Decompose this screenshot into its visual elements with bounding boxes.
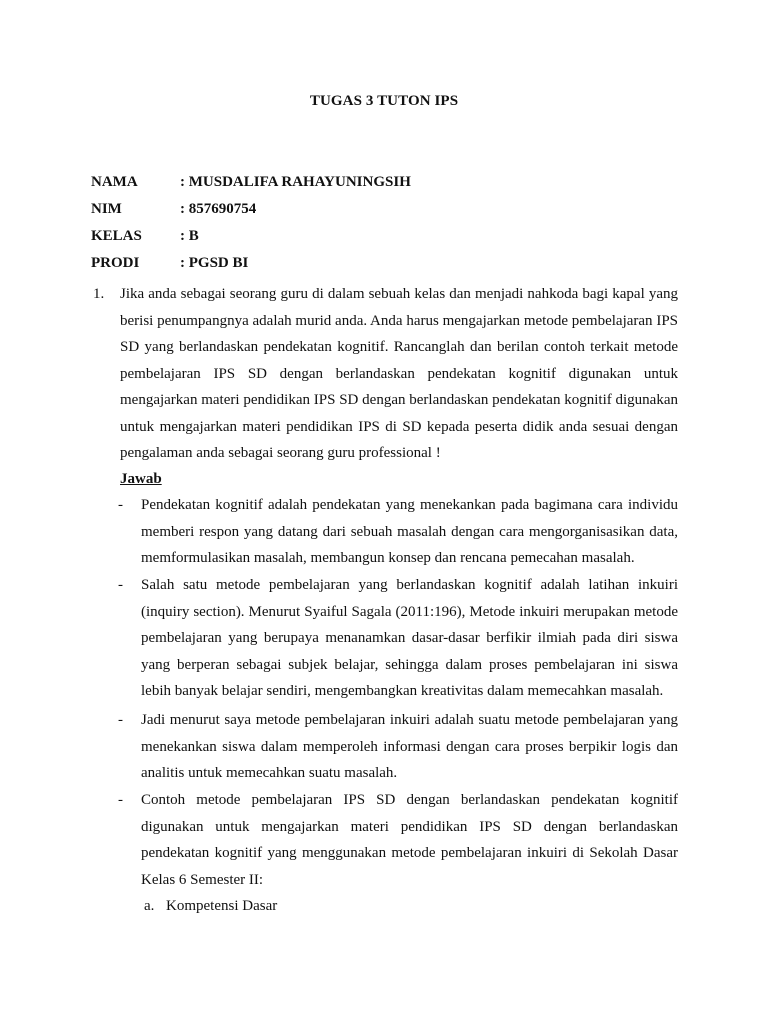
info-label: NIM	[91, 201, 122, 217]
info-label: KELAS	[91, 228, 142, 244]
info-value: : 857690754	[180, 201, 257, 217]
answer-bullet-1: Pendekatan kognitif adalah pendekatan yang menekankan pada bagimana cara individu memberi respon yang datang dari sebuah masalah dengan cara mengorganisasikan data, memformulasikan masalah, membangun konsep dan rencana pemecahan masalah.	[141, 497, 678, 566]
bullet-marker: -	[118, 712, 123, 728]
info-value: : PGSD BI	[180, 255, 249, 271]
sub-item-letter: a.	[144, 898, 155, 914]
bullet-marker: -	[118, 792, 123, 808]
info-value: : B	[180, 228, 199, 244]
info-value: : MUSDALIFA RAHAYUNINGSIH	[180, 174, 411, 190]
sub-item-text: Kompetensi Dasar	[166, 898, 278, 914]
answer-heading: Jawab	[120, 471, 162, 487]
answer-bullet-3: Jadi menurut saya metode pembelajaran inkuiri adalah suatu metode pembelajaran yang menekankan siswa dalam memperoleh informasi dengan cara proses berpikir logis dan analitis untuk memecahkan suatu masalah.	[141, 712, 678, 781]
bullet-marker: -	[118, 577, 123, 593]
answer-bullet-4: Contoh metode pembelajaran IPS SD dengan berlandaskan pendekatan kognitif digunakan untuk mengajarkan materi pendidikan IPS SD dengan berlandaskan pendekatan kognitif yang menggunakan metode pembelajaran inkuiri di Sekolah Dasar Kelas 6 Semester II:	[141, 792, 678, 888]
document-title: TUGAS 3 TUTON IPS	[309, 93, 459, 109]
bullet-marker: -	[118, 497, 123, 513]
answer-bullet-2: Salah satu metode pembelajaran yang berlandaskan kognitif adalah latihan inkuiri (inquiry section). Menurut Syaiful Sagala (2011:196), Metode inkuiri merupakan metode pembelajaran yang berupaya menanamkan dasar-dasar berfikir ilmiah pada diri siswa yang berperan sebagai subjek belajar, sehingga dalam proses pembelajaran ini siswa lebih banyak belajar sendiri, mengembangkan kreativitas dalam memecahkan masalah.	[141, 577, 678, 699]
question-text: Jika anda sebagai seorang guru di dalam sebuah kelas dan menjadi nahkoda bagi kapal yang berisi penumpangnya adalah murid anda. Anda harus mengajarkan metode pembelajaran IPS SD yang berlandaskan pendekatan kognitif. Rancanglah dan berilan contoh terkait metode pembelajaran IPS SD dengan berlandaskan pendekatan kognitif digunakan untuk mengajarkan materi pendidikan IPS SD dengan berlandaskan pendekatan kognitif digunakan untuk mengajarkan materi pendidikan IPS di SD kepada peserta didik anda sesuai dengan pengalaman anda sebagai seorang guru professional !	[120, 286, 678, 461]
question-number: 1.	[93, 286, 105, 302]
info-label: PRODI	[91, 255, 140, 271]
info-label: NAMA	[91, 174, 138, 190]
